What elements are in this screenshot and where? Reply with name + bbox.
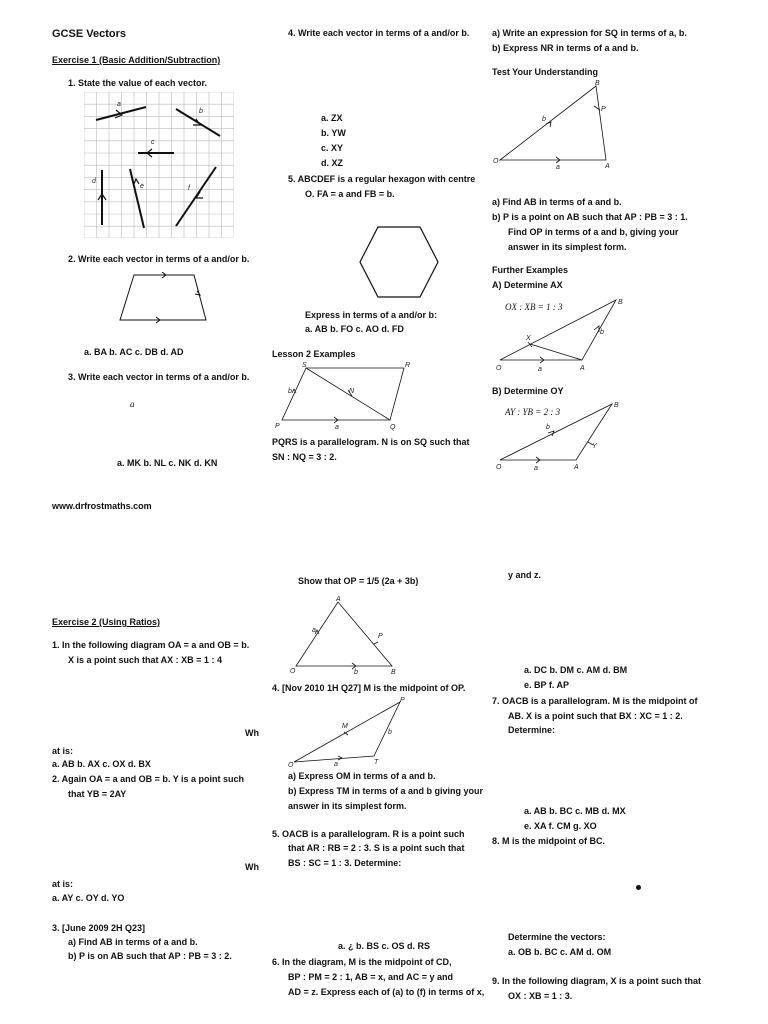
vector-label-d: d [92,178,96,185]
test-label-a-upper: A [605,163,610,170]
ex2-q1-line1: 1. In the following diagram OA = a and OB = b. [52,640,250,650]
question-1: 1. State the value of each vector. [68,78,208,88]
para-label-b: b [288,388,292,395]
exa-label-a: a [538,366,542,373]
example-b-figure [490,396,630,476]
page-title: GCSE Vectors [52,28,126,40]
vector-label-c: c [151,139,155,146]
q7-line2: AB. X is a point such that BX : XC = 1 : 2. [508,711,683,721]
q9-line2: OX : XB = 1 : 3. [508,991,573,1001]
y-and-z: y and z. [508,570,542,580]
para-label-p: P [275,423,280,430]
further-heading: Further Examples [492,265,569,275]
tri2-label-m: M [342,723,348,730]
tri-label-a: a [312,627,316,634]
q4-part-d: d. XZ [321,158,343,168]
trapezium-figure [118,272,210,324]
q7-line3: Determine: [508,725,556,735]
exb-label-a: a [534,465,538,472]
vector-label-a: a [117,101,121,108]
q4b-part-c: answer in its simplest form. [288,801,407,811]
tri2-label-t: T [374,759,379,766]
test-part-b: b) P is a point on AB such that AP : PB = 3 : 1. [492,212,688,222]
example-b-heading: B) Determine OY [492,386,564,396]
q5-line1: 5. ABCDEF is a regular hexagon with centre [288,174,476,184]
tri-label-p: P [378,633,383,640]
tri-label-b-upper: B [391,669,396,676]
q5-parts: a. AB b. FO c. AO d. FD [305,324,404,334]
question-3-parts: a. MK b. NL c. NK d. KN [117,458,218,468]
test-part-a: a) Find AB in terms of a and b. [492,197,622,207]
para-label-a: a [335,424,339,431]
test-label-a: a [556,164,560,170]
exercise-2-heading: Exercise 2 (Using Ratios) [52,617,161,627]
test-part-b2: Find OP in terms of a and b, giving your [508,227,679,237]
tri-label-a-upper: A [336,596,341,603]
tri2-label-a: a [334,761,338,768]
tri2-label-p: P [400,697,405,704]
determine-parts: a. OB b. BC c. AM d. OM [508,947,612,957]
exb-label-a-upper: A [574,464,579,471]
question-2: 2. Write each vector in terms of a and/or b. [68,254,250,264]
pqrs-line2: SN : NQ = 3 : 2. [272,452,337,462]
q9-line1: 9. In the following diagram, X is a point such that [492,976,702,986]
q6-parts-1: a. DC b. DM c. AM d. BM [524,665,628,675]
wh-fragment-1: Wh [245,728,259,738]
para-label-s: S [302,362,307,369]
col3-top-b: b) Express NR in terms of a and b. [492,43,639,53]
test-label-p: P [601,106,606,113]
q6-line3: AD = z. Express each of (a) to (f) in terms of x, [288,987,485,997]
ex2-q2-line1: 2. Again OA = a and OB = b. Y is a point such [52,774,245,784]
test-label-b: b [542,116,546,123]
q5b-parts: a. ¿ b. BS c. OS d. RS [338,941,431,951]
website[interactable]: www.drfrostmaths.com [52,501,152,511]
ex2-q2-line2: that YB = 2AY [68,789,127,799]
exb-label-b-upper: B [614,402,619,409]
vector-grid-figure [84,92,234,238]
tri-label-o: O [290,668,296,675]
q6-line1: 6. In the diagram, M is the midpoint of CD, [272,957,452,967]
ex2-q3-line1: 3. [June 2009 2H Q23] [52,923,146,933]
q5-line2: O. FA = a and FB = b. [305,189,395,199]
q7-parts-1: a. AB b. BC c. MB d. MX [524,806,626,816]
q7-parts-2: e. XA f. CM g. XO [524,821,597,831]
q4-part-b: b. YW [321,128,346,138]
col2-question-4: 4. Write each vector in terms of a and/or b. [288,28,470,38]
pqrs-line1: PQRS is a parallelogram. N is on SQ such that [272,437,470,447]
example-a-ratio: OX : XB = 1 : 3 [505,302,563,312]
q5b-line1: 5. OACB is a parallelogram. R is a point such [272,829,465,839]
exb-label-b: b [546,424,550,431]
test-heading: Test Your Understanding [492,67,599,77]
question-3: 3. Write each vector in terms of a and/or b. [68,372,250,382]
q5-express: Express in terms of a and/or b: [305,310,438,320]
para-label-q: Q [390,424,396,431]
ex2-q1-line2: X is a point such that AX : XB = 1 : 4 [68,655,222,665]
triangle-oab-figure [288,596,396,676]
vector-label-b: b [199,108,203,115]
col3-top-a: a) Write an expression for SQ in terms of a, b. [492,28,687,38]
q4-part-a: a. ZX [321,113,343,123]
example-a-figure [490,294,630,376]
determine-vectors: Determine the vectors: [508,932,606,942]
wh-fragment-2: Wh [245,862,259,872]
q7-line1: 7. OACB is a parallelogram. M is the midpoint of [492,696,698,706]
triangle-opt-figure [288,696,408,768]
question-2-parts: a. BA b. AC c. DB d. AD [84,347,184,357]
exa-label-b: b [600,329,604,336]
example-a-heading: A) Determine AX [492,280,563,290]
q6-line2: BP : PM = 2 : 1, AB = x, and AC = y and [288,972,453,982]
q5b-line3: BS : SC = 1 : 3. Determine: [288,858,402,868]
exercise-1-heading: Exercise 1 (Basic Addition/Subtraction) [52,55,221,65]
test-label-o: O [493,158,499,165]
test-triangle-figure [490,78,615,170]
tri2-label-o: O [288,762,294,768]
tri2-label-b: b [388,729,392,736]
example-b-ratio: AY : YB = 2 : 3 [505,407,561,417]
exa-label-b-upper: B [618,299,623,306]
ex2-q2-parts: a. AY c. OY d. YO [52,893,125,903]
bullet-dot [636,885,641,890]
vector-label-f: f [188,185,190,192]
para-label-n: N [349,388,355,395]
q4b-part-a: a) Express OM in terms of a and b. [288,771,436,781]
at-is-2: at is: [52,879,74,889]
exa-label-o: O [496,365,502,372]
vector-label-e: e [140,183,144,190]
exb-label-y: Y [592,443,597,450]
parallelogram-figure [272,360,422,432]
para-label-r: R [405,362,411,369]
q4-part-c: c. XY [321,143,344,153]
col2-q4b: 4. [Nov 2010 1H Q27] M is the midpoint of OP. [272,683,466,693]
hexagon-figure [358,226,440,298]
ex2-q3-line3: b) P is on AB such that AP : PB = 3 : 2. [68,951,232,961]
at-is-1: at is: [52,746,74,756]
ex2-q3-line2: a) Find AB in terms of a and b. [68,937,198,947]
q8: 8. M is the midpoint of BC. [492,836,605,846]
question-3-label: a [130,399,135,409]
lesson-2-heading: Lesson 2 Examples [272,349,356,359]
q5b-line2: that AR : RB = 2 : 3. S is a point such that [288,843,465,853]
exa-label-x: X [526,335,531,342]
ex2-q1-parts: a. AB b. AX c. OX d. BX [52,759,151,769]
test-part-b3: answer in its simplest form. [508,242,627,252]
tri-label-b: b [354,669,358,676]
exb-label-o: O [496,464,502,471]
show-that: Show that OP = 1/5 (2a + 3b) [298,576,419,586]
q4b-part-b: b) Express TM in terms of a and b giving your [288,786,484,796]
exa-label-a-upper: A [580,365,585,372]
q6-parts-2: e. BP f. AP [524,680,570,690]
test-label-b-upper: B [595,80,600,87]
